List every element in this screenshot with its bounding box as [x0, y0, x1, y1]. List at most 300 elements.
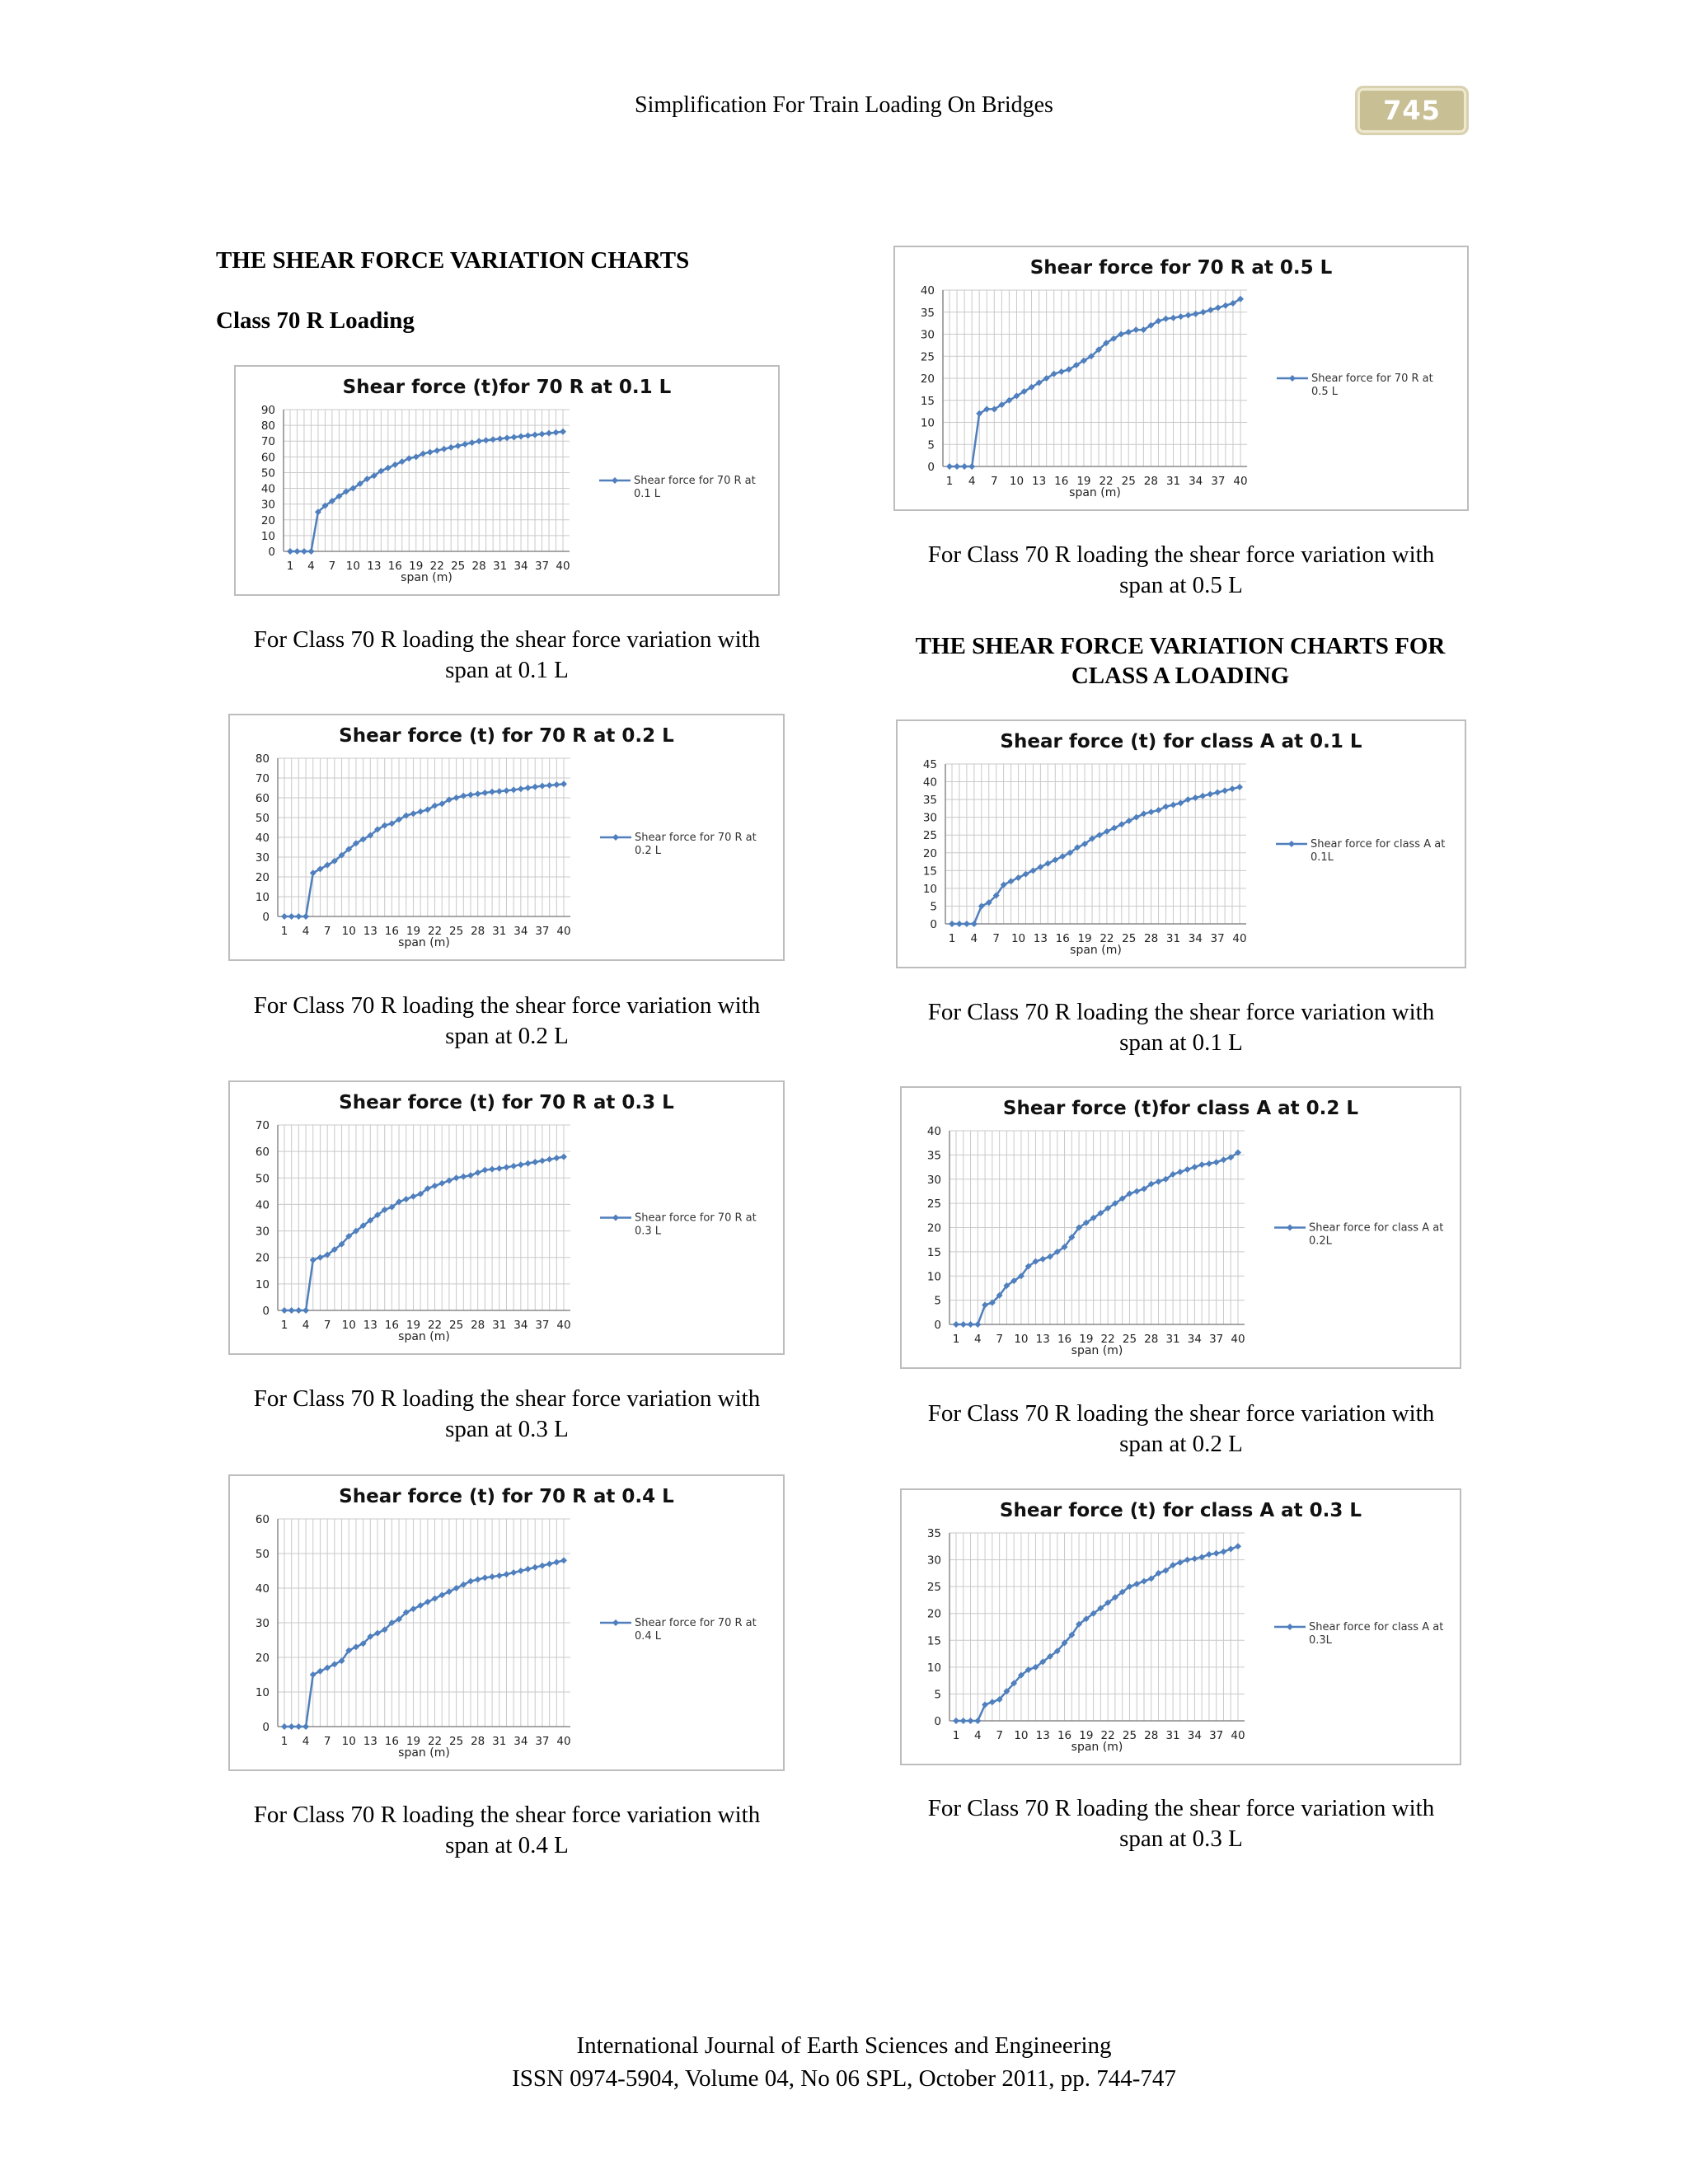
section-heading-classa-line1: THE SHEAR FORCE VARIATION CHARTS FOR	[915, 633, 1446, 659]
x-tick-label: 10	[341, 925, 356, 938]
data-point	[1236, 784, 1243, 790]
data-point	[374, 1630, 381, 1637]
legend-marker	[1288, 841, 1295, 847]
series-line	[284, 1157, 564, 1310]
data-point	[546, 430, 552, 437]
data-point	[316, 1668, 323, 1675]
data-point	[281, 1723, 288, 1730]
data-point	[1059, 853, 1066, 860]
legend-label: 0.1 L	[634, 488, 661, 500]
x-tick-label: 34	[513, 1319, 528, 1332]
y-tick-label: 20	[255, 871, 270, 884]
x-tick-label: 40	[556, 1319, 571, 1332]
data-point	[1039, 1256, 1046, 1263]
data-point	[331, 1661, 338, 1667]
y-tick-label: 30	[255, 1225, 270, 1239]
data-point	[427, 449, 434, 456]
y-tick-label: 5	[930, 900, 937, 914]
data-point	[1141, 810, 1147, 817]
x-tick-label: 7	[323, 925, 331, 938]
x-tick-label: 37	[535, 1735, 550, 1748]
data-point	[1022, 871, 1029, 878]
data-point	[1215, 304, 1221, 311]
data-point	[971, 921, 978, 927]
data-point	[1200, 309, 1207, 316]
x-tick-label: 7	[328, 560, 336, 573]
data-point	[399, 458, 406, 465]
y-tick-label: 10	[255, 1277, 270, 1291]
data-point	[496, 1165, 503, 1172]
data-point	[1111, 825, 1118, 832]
data-point	[1177, 799, 1184, 806]
data-point	[518, 785, 524, 792]
chart-svg	[902, 1490, 1460, 1764]
data-point	[490, 436, 496, 443]
data-point	[1132, 326, 1139, 333]
y-tick-label: 40	[255, 1582, 270, 1596]
x-tick-label: 22	[427, 1319, 443, 1332]
y-tick-label: 10	[922, 882, 937, 896]
x-tick-label: 19	[409, 560, 424, 573]
data-point	[504, 434, 510, 441]
data-point	[1104, 828, 1110, 835]
x-tick-label: 16	[384, 925, 399, 938]
legend-label: 0.2 L	[635, 845, 662, 857]
data-point	[489, 1166, 495, 1173]
data-point	[560, 1557, 567, 1563]
x-tick-label: 40	[556, 925, 571, 938]
x-tick-label: 16	[387, 560, 402, 573]
data-point	[287, 548, 293, 555]
section-heading-classa-line2: CLASS A LOADING	[1071, 663, 1290, 689]
data-point	[324, 1665, 331, 1671]
y-tick-label: 90	[260, 404, 275, 417]
caption-line: For Class 70 R loading the shear force variation with	[927, 1400, 1435, 1427]
y-tick-label: 30	[920, 328, 935, 342]
y-tick-label: 20	[922, 846, 937, 860]
data-point	[546, 1156, 553, 1163]
data-point	[1096, 832, 1103, 838]
caption-line: For Class 70 R loading the shear force variation with	[253, 1802, 761, 1828]
x-tick-label: 40	[1231, 1333, 1245, 1346]
y-tick-label: 50	[255, 1172, 270, 1186]
data-point	[475, 1577, 481, 1583]
x-tick-label: 13	[367, 560, 382, 573]
data-point	[410, 810, 416, 817]
chart-70r-0-3l	[228, 1080, 785, 1355]
x-tick-label: 37	[535, 925, 550, 938]
data-point	[968, 1321, 974, 1328]
legend-label: 0.2L	[1309, 1235, 1332, 1248]
data-point	[489, 1573, 495, 1580]
chart-svg	[236, 367, 778, 594]
x-tick-label: 34	[513, 1735, 528, 1748]
x-tick-label: 31	[1165, 1729, 1180, 1742]
x-tick-label: 37	[1211, 475, 1226, 488]
series-line	[956, 1546, 1238, 1721]
data-point	[510, 786, 517, 793]
x-tick-label: 40	[1231, 1729, 1245, 1742]
x-tick-label: 10	[341, 1735, 356, 1748]
data-point	[489, 789, 495, 795]
legend-label: Shear force for class A at	[1311, 838, 1446, 851]
x-axis-label: span (m)	[401, 571, 452, 584]
y-tick-label: 5	[927, 438, 935, 452]
data-point	[417, 808, 424, 815]
x-tick-label: 34	[1187, 1333, 1202, 1346]
data-point	[462, 441, 468, 448]
x-tick-label: 40	[556, 560, 570, 573]
data-point	[1170, 315, 1177, 321]
caption-70r-0-4l	[216, 1800, 798, 1861]
chart-svg	[895, 247, 1467, 509]
data-point	[532, 432, 538, 438]
y-tick-label: 30	[260, 498, 275, 512]
y-tick-label: 0	[262, 911, 270, 924]
caption-line: For Class 70 R loading the shear force variation with	[927, 541, 1435, 568]
x-tick-label: 40	[1233, 475, 1248, 488]
data-point	[1206, 1160, 1212, 1167]
data-point	[301, 548, 307, 555]
y-tick-label: 15	[922, 865, 937, 879]
y-tick-label: 45	[922, 758, 937, 771]
data-point	[467, 1578, 474, 1585]
data-point	[546, 782, 553, 789]
x-tick-label: 34	[1187, 1729, 1202, 1742]
data-point	[392, 462, 398, 468]
x-tick-label: 22	[1100, 932, 1114, 945]
data-point	[288, 913, 295, 920]
x-tick-label: 10	[341, 1319, 356, 1332]
x-axis-label: span (m)	[1070, 944, 1122, 957]
data-point	[403, 1196, 410, 1202]
x-tick-label: 19	[1079, 1729, 1094, 1742]
x-axis-label: span (m)	[1071, 1741, 1123, 1754]
caption-line: For Class 70 R loading the shear force variation with	[927, 1795, 1435, 1821]
x-axis-label: span (m)	[398, 1330, 450, 1343]
data-point	[406, 455, 412, 462]
y-tick-label: 35	[926, 1149, 941, 1163]
y-tick-label: 0	[927, 461, 935, 474]
y-tick-label: 50	[255, 1548, 270, 1561]
data-point	[481, 1167, 488, 1174]
data-point	[532, 1564, 538, 1571]
data-point	[432, 1183, 438, 1189]
y-tick-label: 15	[920, 394, 935, 408]
data-point	[503, 1571, 509, 1577]
chart-classa-0-1l	[896, 719, 1466, 968]
series-line	[284, 1560, 564, 1727]
data-point	[949, 921, 955, 927]
chart-classa-0-2l	[900, 1086, 1461, 1369]
data-point	[1037, 864, 1043, 870]
y-tick-label: 40	[255, 1198, 270, 1212]
chart-title: Shear force (t) for class A at 0.3 L	[999, 1500, 1362, 1521]
data-point	[1008, 878, 1015, 884]
x-tick-label: 13	[363, 925, 377, 938]
data-point	[432, 1596, 438, 1602]
data-point	[525, 433, 532, 439]
x-tick-label: 19	[406, 1735, 421, 1748]
caption-classa-0-1l	[890, 997, 1472, 1058]
chart-title: Shear force (t)for 70 R at 0.1 L	[342, 377, 672, 398]
data-point	[1235, 1543, 1241, 1549]
data-point	[1044, 860, 1051, 867]
y-tick-label: 20	[926, 1607, 941, 1621]
series-line	[290, 432, 563, 551]
section-subheading-70r: Class 70 R Loading	[216, 307, 415, 334]
data-point	[553, 781, 560, 788]
data-point	[982, 1302, 988, 1309]
legend-marker	[1289, 375, 1296, 382]
data-point	[1184, 1166, 1191, 1173]
footer-issn: ISSN 0974-5904, Volume 04, No 06 SPL, October 2011, pp. 744-747	[512, 2065, 1176, 2092]
data-point	[1052, 856, 1058, 863]
data-point	[410, 1193, 416, 1200]
x-tick-label: 40	[1232, 932, 1247, 945]
data-point	[316, 1254, 323, 1261]
data-point	[481, 790, 488, 796]
data-point	[1184, 1557, 1191, 1563]
data-point	[525, 785, 532, 791]
y-tick-label: 20	[255, 1652, 270, 1665]
data-point	[476, 438, 482, 444]
y-tick-label: 0	[262, 1305, 270, 1318]
x-tick-label: 13	[363, 1319, 377, 1332]
data-point	[288, 1723, 295, 1730]
y-tick-label: 0	[934, 1715, 941, 1728]
y-tick-label: 20	[260, 513, 275, 527]
data-point	[469, 439, 476, 446]
caption-classa-0-3l	[890, 1793, 1472, 1854]
y-tick-label: 35	[922, 794, 937, 808]
x-tick-label: 7	[996, 1729, 1003, 1742]
y-tick-label: 60	[255, 1146, 270, 1160]
data-point	[1148, 808, 1155, 815]
chart-title: Shear force (t) for 70 R at 0.3 L	[339, 1092, 674, 1113]
x-tick-label: 28	[471, 560, 486, 573]
caption-line: span at 0.3 L	[445, 1416, 569, 1442]
x-tick-label: 7	[323, 1319, 331, 1332]
y-tick-label: 40	[922, 776, 937, 790]
x-tick-label: 34	[513, 560, 528, 573]
y-tick-label: 25	[926, 1581, 941, 1595]
legend-label: 0.3 L	[635, 1225, 662, 1238]
x-tick-label: 13	[1035, 1333, 1050, 1346]
caption-70r-0-1l	[216, 625, 798, 686]
chart-title: Shear force (t) for class A at 0.1 L	[1000, 731, 1362, 752]
caption-line: span at 0.4 L	[445, 1832, 569, 1858]
x-tick-label: 1	[952, 1729, 960, 1742]
x-tick-label: 37	[1209, 1333, 1224, 1346]
x-tick-label: 7	[996, 1333, 1003, 1346]
data-point	[1213, 1550, 1220, 1557]
x-tick-label: 4	[970, 932, 978, 945]
legend-label: 0.4 L	[635, 1630, 662, 1643]
data-point	[1191, 1164, 1198, 1170]
data-point	[353, 1643, 359, 1650]
data-point	[1229, 785, 1236, 792]
y-tick-label: 70	[255, 772, 270, 785]
x-tick-label: 31	[493, 560, 508, 573]
caption-line: span at 0.2 L	[445, 1023, 569, 1049]
data-point	[460, 1174, 467, 1180]
data-point	[307, 548, 314, 555]
data-point	[483, 437, 490, 443]
data-point	[446, 1588, 452, 1595]
x-tick-label: 4	[302, 1319, 310, 1332]
x-tick-label: 1	[286, 560, 294, 573]
data-point	[293, 548, 300, 555]
chart-title: Shear force (t)for class A at 0.2 L	[1002, 1098, 1359, 1119]
x-tick-label: 7	[992, 932, 1000, 945]
chart-title: Shear force for 70 R at 0.5 L	[1029, 257, 1333, 279]
y-tick-label: 60	[255, 1513, 270, 1526]
y-tick-label: 20	[926, 1221, 941, 1235]
chart-svg	[230, 1476, 783, 1769]
x-tick-label: 1	[280, 1319, 288, 1332]
data-point	[438, 1591, 445, 1598]
chart-svg	[898, 721, 1465, 967]
data-point	[1184, 796, 1191, 803]
x-tick-label: 28	[1144, 1729, 1159, 1742]
x-tick-label: 37	[1210, 932, 1225, 945]
caption-70r-0-3l	[216, 1384, 798, 1445]
x-tick-label: 1	[952, 1333, 960, 1346]
data-point	[1221, 787, 1228, 794]
data-point	[532, 1159, 538, 1165]
data-point	[989, 1699, 996, 1705]
x-tick-label: 31	[492, 1735, 507, 1748]
data-point	[1206, 1551, 1212, 1558]
y-tick-label: 80	[260, 419, 275, 434]
page-number-badge: 745	[1355, 86, 1469, 135]
data-point	[518, 433, 524, 439]
data-point	[974, 1321, 981, 1328]
x-tick-label: 7	[991, 475, 998, 488]
x-tick-label: 19	[406, 925, 421, 938]
x-tick-label: 16	[384, 1319, 399, 1332]
x-tick-label: 28	[1144, 1333, 1159, 1346]
x-tick-label: 7	[323, 1735, 331, 1748]
data-point	[1178, 313, 1184, 320]
data-point	[560, 1154, 567, 1160]
x-axis-label: span (m)	[1069, 486, 1121, 499]
caption-line: For Class 70 R loading the shear force variation with	[253, 1385, 761, 1412]
legend-label: 0.1L	[1311, 851, 1334, 864]
data-point	[475, 790, 481, 797]
data-point	[441, 446, 448, 452]
x-tick-label: 16	[1054, 475, 1069, 488]
x-tick-label: 19	[1077, 932, 1092, 945]
x-tick-label: 25	[1122, 1333, 1137, 1346]
x-axis-label: span (m)	[398, 936, 450, 949]
x-tick-label: 1	[945, 475, 954, 488]
data-point	[968, 463, 975, 470]
data-point	[295, 1307, 302, 1314]
data-point	[532, 784, 538, 790]
data-point	[413, 453, 420, 460]
x-tick-label: 1	[280, 1735, 288, 1748]
data-point	[961, 463, 968, 470]
section-heading-70r: THE SHEAR FORCE VARIATION CHARTS	[216, 247, 690, 274]
x-tick-label: 16	[1057, 1729, 1072, 1742]
series-line	[952, 787, 1240, 924]
x-tick-label: 10	[1014, 1333, 1029, 1346]
x-tick-label: 16	[1055, 932, 1070, 945]
y-tick-label: 40	[926, 1125, 941, 1138]
x-tick-label: 13	[1032, 475, 1047, 488]
x-tick-label: 22	[1099, 475, 1114, 488]
x-tick-label: 22	[1100, 1333, 1115, 1346]
x-tick-label: 4	[968, 475, 976, 488]
x-tick-label: 16	[1057, 1333, 1072, 1346]
y-tick-label: 10	[926, 1270, 941, 1284]
x-tick-label: 1	[948, 932, 956, 945]
data-point	[953, 1321, 959, 1328]
data-point	[1192, 794, 1198, 801]
legend-marker	[1287, 1624, 1293, 1630]
x-tick-label: 19	[1079, 1333, 1094, 1346]
x-tick-label: 28	[1143, 475, 1158, 488]
data-point	[310, 1671, 316, 1678]
x-tick-label: 25	[1122, 932, 1137, 945]
x-tick-label: 4	[302, 1735, 310, 1748]
chart-svg	[230, 715, 783, 959]
x-tick-label: 40	[556, 1735, 571, 1748]
x-tick-label: 22	[427, 925, 443, 938]
data-point	[302, 1307, 309, 1314]
data-point	[560, 429, 566, 435]
data-point	[1118, 821, 1125, 827]
x-tick-label: 22	[1100, 1729, 1115, 1742]
y-tick-label: 80	[255, 752, 270, 766]
data-point	[518, 1161, 524, 1168]
x-tick-label: 1	[280, 925, 288, 938]
legend-label: Shear force for 70 R at	[635, 1212, 757, 1225]
y-tick-label: 0	[934, 1319, 941, 1332]
data-point	[295, 1723, 302, 1730]
data-point	[511, 434, 518, 440]
data-point	[1156, 807, 1162, 813]
chart-70r-0-5l	[893, 246, 1469, 511]
y-tick-label: 25	[926, 1197, 941, 1212]
x-tick-label: 37	[1209, 1729, 1224, 1742]
data-point	[455, 443, 462, 449]
legend-label: Shear force for 70 R at	[635, 1617, 757, 1629]
x-tick-label: 10	[1014, 1729, 1029, 1742]
caption-line: For Class 70 R loading the shear force variation with	[927, 999, 1435, 1025]
data-point	[453, 794, 460, 801]
x-tick-label: 25	[449, 1319, 464, 1332]
caption-line: span at 0.1 L	[445, 657, 569, 683]
legend-label: 0.5 L	[1311, 386, 1339, 398]
data-point	[302, 913, 309, 920]
x-axis-label: span (m)	[398, 1746, 450, 1760]
chart-70r-0-1l	[234, 365, 780, 596]
data-point	[946, 463, 953, 470]
legend-label: Shear force for class A at	[1309, 1621, 1444, 1633]
data-point	[525, 1566, 532, 1572]
caption-70r-0-2l	[216, 991, 798, 1052]
data-point	[539, 431, 546, 438]
data-point	[525, 1160, 532, 1167]
data-point	[438, 1180, 445, 1187]
data-point	[1214, 789, 1221, 795]
chart-title: Shear force (t) for 70 R at 0.2 L	[339, 725, 674, 747]
y-tick-label: 40	[255, 832, 270, 845]
data-point	[503, 1164, 509, 1170]
